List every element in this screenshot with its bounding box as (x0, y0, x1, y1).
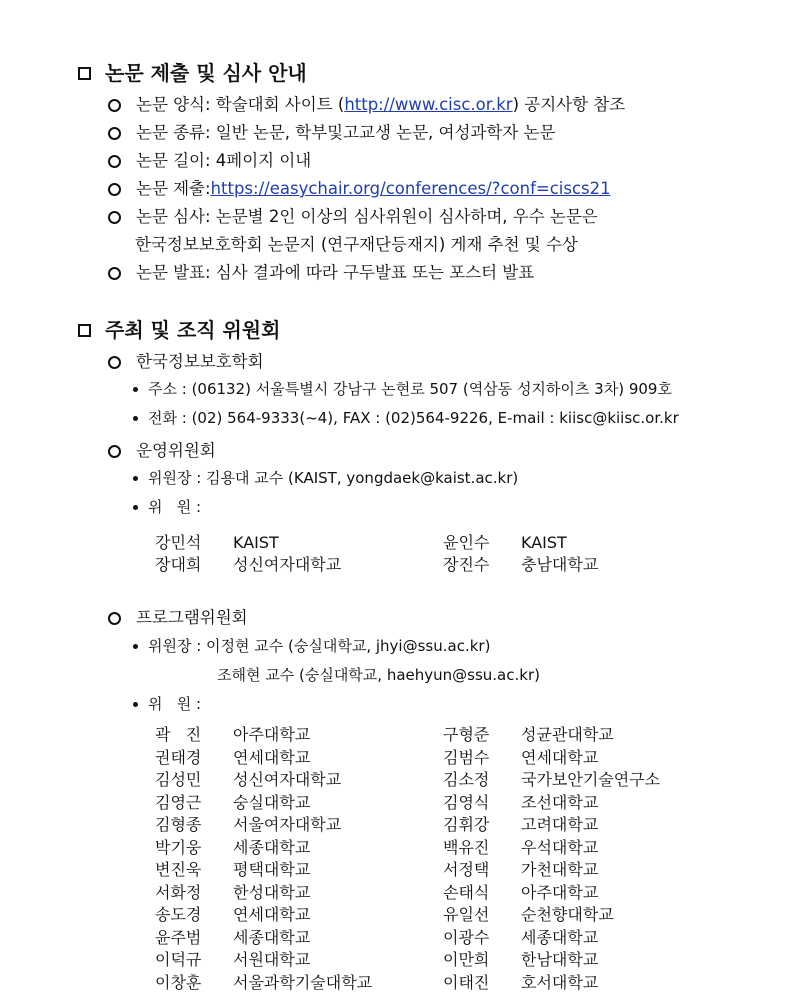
member-name: 김성민 (155, 770, 202, 789)
member-name: 윤인수 (443, 533, 490, 552)
easychair-link[interactable]: https://easychair.org/conferences/?conf=ciscs21 (210, 179, 611, 198)
member-entry (155, 860, 310, 880)
member-name: 장대희 (155, 555, 202, 574)
member-entry (155, 815, 341, 835)
member-affiliation: 평택대학교 (233, 860, 311, 879)
member-entry (155, 838, 310, 858)
member-affiliation: 연세대학교 (521, 747, 599, 767)
member-name: 이광수 (443, 927, 490, 947)
submission-item-format (108, 94, 625, 116)
cisc-site-link[interactable]: http://www.cisc.or.kr (344, 95, 513, 114)
member-entry (443, 928, 598, 948)
member-affiliation: 순천향대학교 (521, 905, 614, 924)
member-affiliation: 세종대학교 (521, 927, 599, 947)
member-name: 유일선 (443, 905, 490, 924)
member-affiliation: 성신여자대학교 (233, 770, 342, 789)
member-affiliation: 조선대학교 (521, 792, 599, 812)
circle-bullet-icon (108, 99, 121, 112)
circle-bullet-icon (108, 445, 121, 458)
circle-bullet-icon (108, 183, 121, 196)
steering-name: 운영위원회 (136, 441, 216, 460)
section-title-text: 주최 및 조직 위원회 (105, 318, 281, 342)
member-affiliation: 숭실대학교 (233, 792, 311, 812)
member-name: 이태진 (443, 972, 490, 992)
address-text: 주소 : (06132) 서울특별시 강남구 논현로 507 (역삼동 성지하이츠 3차) 909호 (148, 380, 672, 398)
members-label-text: 위 원 : (148, 498, 202, 516)
member-name: 김범수 (443, 747, 490, 767)
member-name: 백유진 (443, 837, 490, 857)
member-entry (443, 838, 598, 858)
member-entry (443, 725, 614, 745)
circle-bullet-icon (108, 356, 121, 369)
member-name: 곽 진 (155, 725, 202, 744)
program-members-label (133, 694, 201, 714)
dot-bullet-icon (133, 505, 138, 510)
member-name: 김소정 (443, 770, 490, 789)
members-label-text: 위 원 : (148, 695, 202, 713)
member-affiliation: 세종대학교 (233, 837, 311, 857)
steering-members-label (133, 497, 201, 517)
square-bullet-icon (78, 324, 91, 337)
member-entry (155, 533, 279, 553)
section-title-organization (78, 317, 280, 343)
member-affiliation: 충남대학교 (521, 555, 599, 574)
item-label: 논문 종류: 일반 논문, 학부및고교생 논문, 여성과학자 논문 (136, 123, 556, 142)
phone-text: 전화 : (02) 564-9333(~4), FAX : (02)564-9226, E-mail : kiisc@kiisc.or.kr (148, 409, 679, 427)
member-entry (443, 555, 598, 575)
member-name: 이만희 (443, 950, 490, 969)
dot-bullet-icon (133, 476, 138, 481)
member-affiliation: 가천대학교 (521, 860, 599, 879)
member-affiliation: 세종대학교 (233, 927, 311, 947)
square-bullet-icon (78, 67, 91, 80)
steering-chair (133, 468, 518, 488)
member-name: 윤주범 (155, 927, 202, 947)
circle-bullet-icon (108, 267, 121, 280)
circle-bullet-icon (108, 612, 121, 625)
member-entry (443, 533, 567, 553)
member-name: 장진수 (443, 555, 490, 574)
member-name: 김휘강 (443, 815, 490, 834)
member-entry (155, 973, 372, 993)
item-label: 논문 양식: 학술대회 사이트 ( (136, 95, 345, 114)
section-title-text: 논문 제출 및 심사 안내 (105, 61, 307, 85)
member-entry (155, 883, 310, 903)
member-affiliation: 연세대학교 (233, 905, 311, 924)
member-entry (443, 860, 598, 880)
member-affiliation: KAIST (233, 533, 279, 552)
member-entry (155, 928, 310, 948)
member-entry (155, 748, 310, 768)
item-label: 논문 심사: 논문별 2인 이상의 심사위원이 심사하며, 우수 논문은 (136, 207, 598, 226)
member-name: 김형종 (155, 815, 202, 834)
member-entry (155, 950, 310, 970)
member-entry (155, 905, 310, 925)
member-affiliation: 한성대학교 (233, 882, 311, 902)
member-name: 이창훈 (155, 972, 202, 992)
member-entry (443, 815, 598, 835)
member-affiliation: 호서대학교 (521, 972, 599, 992)
member-entry (443, 950, 598, 970)
member-name: 변진욱 (155, 860, 202, 879)
member-entry (155, 725, 310, 745)
member-name: 이덕규 (155, 950, 202, 969)
item-label: 논문 발표: 심사 결과에 따라 구두발표 또는 포스터 발표 (136, 263, 535, 282)
member-affiliation: 서울여자대학교 (233, 815, 342, 834)
circle-bullet-icon (108, 211, 121, 224)
program-chair (133, 636, 490, 656)
org-host (108, 351, 264, 373)
org-program (108, 607, 248, 629)
item-suffix: ) 공지사항 참조 (512, 95, 626, 114)
circle-bullet-icon (108, 155, 121, 168)
item-label: 논문 길이: 4페이지 이내 (136, 151, 312, 170)
member-name: 권태경 (155, 747, 202, 767)
cochair-text: 조해현 교수 (숭실대학교, haehyun@ssu.ac.kr) (217, 666, 540, 684)
submission-item-submit (108, 178, 611, 200)
member-entry (443, 770, 660, 790)
member-affiliation: 아주대학교 (233, 725, 311, 744)
host-phone (133, 408, 679, 428)
member-affiliation: 한남대학교 (521, 950, 599, 969)
member-affiliation: 서원대학교 (233, 950, 311, 969)
member-entry (443, 973, 598, 993)
dot-bullet-icon (133, 416, 138, 421)
member-name: 서화정 (155, 882, 202, 902)
member-affiliation: 아주대학교 (521, 882, 599, 902)
program-name: 프로그램위원회 (136, 608, 248, 627)
member-entry (155, 555, 341, 575)
host-name: 한국정보보호학회 (136, 352, 264, 371)
member-name: 김영근 (155, 792, 202, 812)
member-entry (155, 793, 310, 813)
member-affiliation: 우석대학교 (521, 837, 599, 857)
member-affiliation: 고려대학교 (521, 815, 599, 834)
chair-text: 위원장 : 김용대 교수 (KAIST, yongdaek@kaist.ac.kr) (148, 469, 519, 487)
member-affiliation: 서울과학기술대학교 (233, 972, 373, 992)
dot-bullet-icon (133, 387, 138, 392)
member-entry (443, 748, 598, 768)
member-name: 손태식 (443, 882, 490, 902)
item-label: 논문 제출: (136, 179, 211, 198)
member-entry (443, 905, 614, 925)
org-steering (108, 440, 216, 462)
member-name: 서정택 (443, 860, 490, 879)
member-name: 김영식 (443, 792, 490, 812)
member-entry (443, 883, 598, 903)
program-cochair (217, 665, 540, 685)
dot-bullet-icon (133, 644, 138, 649)
member-entry (155, 770, 341, 790)
member-name: 강민석 (155, 533, 202, 552)
member-entry (443, 793, 598, 813)
circle-bullet-icon (108, 127, 121, 140)
dot-bullet-icon (133, 702, 138, 707)
submission-item-review-cont: 한국정보보호학회 논문지 (연구재단등재지) 게재 추천 및 수상 (135, 235, 578, 254)
member-affiliation: 국가보안기술연구소 (521, 770, 661, 789)
host-address (133, 379, 672, 399)
submission-item-presentation (108, 262, 534, 284)
member-name: 송도경 (155, 905, 202, 924)
member-affiliation: KAIST (521, 533, 567, 552)
member-affiliation: 성균관대학교 (521, 725, 614, 744)
submission-item-type (108, 122, 555, 144)
chair-text: 위원장 : 이정현 교수 (숭실대학교, jhyi@ssu.ac.kr) (148, 637, 491, 655)
section-title-submission (78, 60, 307, 86)
member-affiliation: 성신여자대학교 (233, 555, 342, 574)
member-name: 박기웅 (155, 837, 202, 857)
member-affiliation: 연세대학교 (233, 747, 311, 767)
member-name: 구형준 (443, 725, 490, 744)
submission-item-review (108, 206, 598, 228)
submission-item-length (108, 150, 311, 172)
